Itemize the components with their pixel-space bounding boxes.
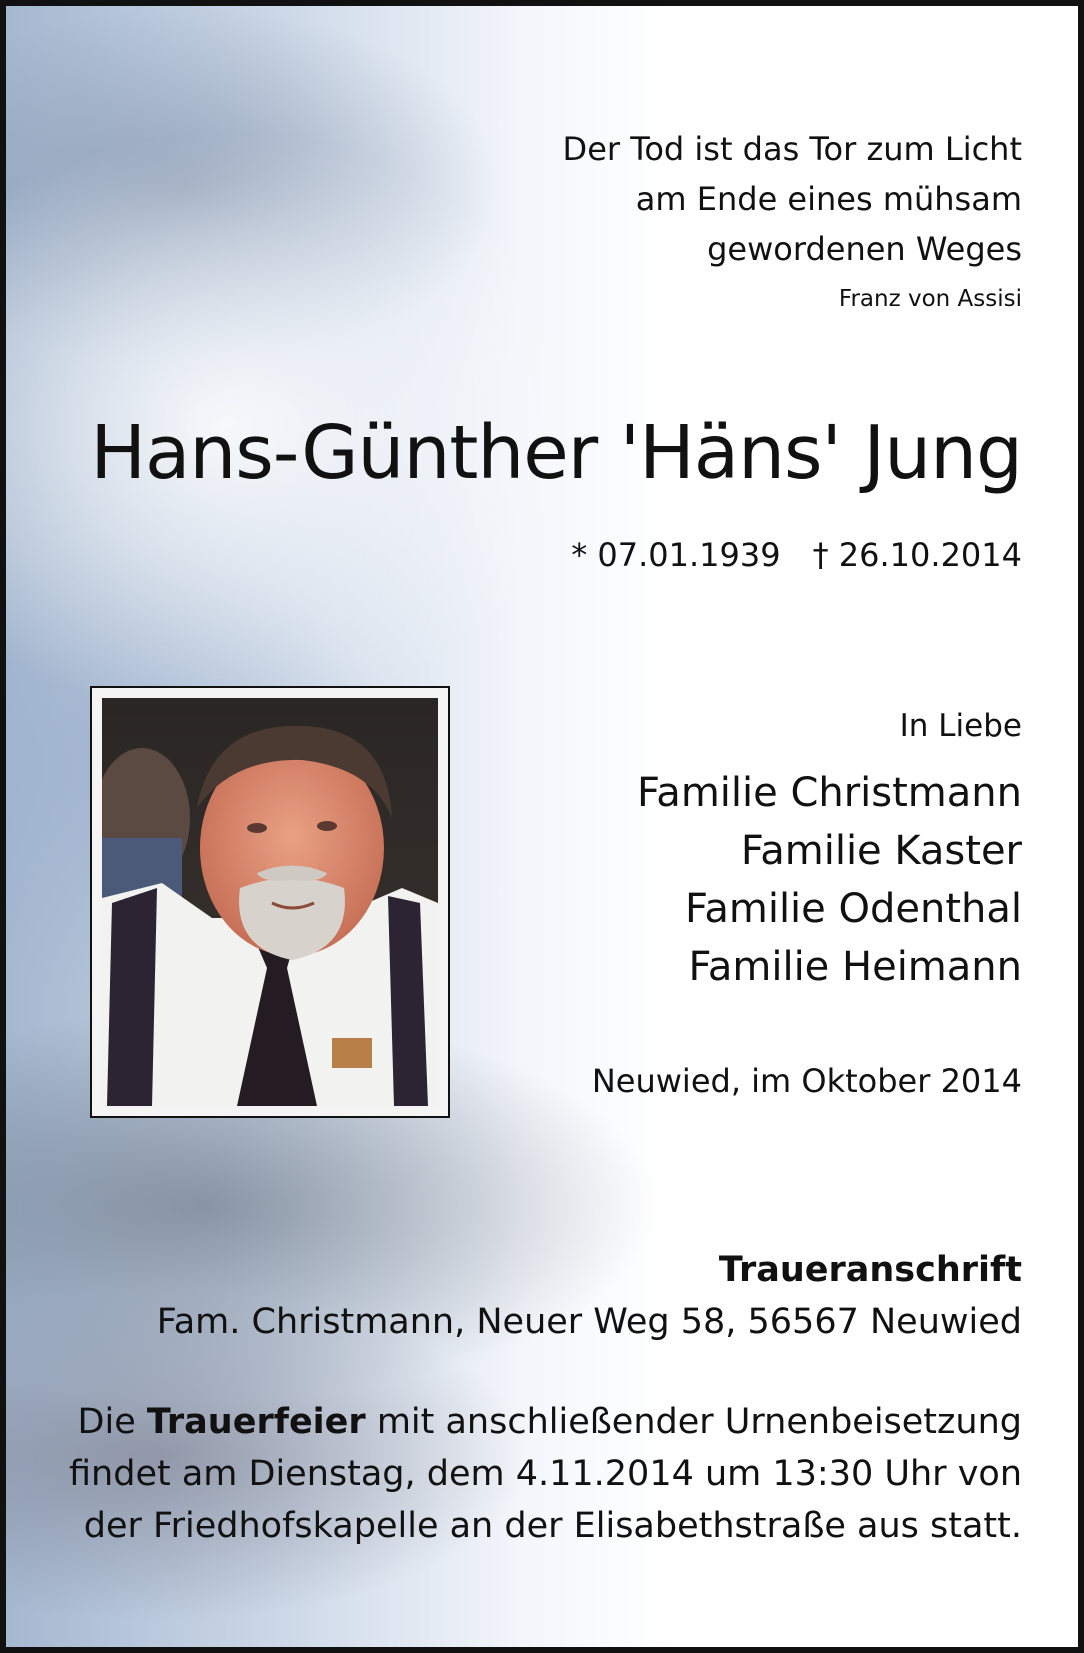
family-item: Familie Christmann <box>636 770 1022 816</box>
portrait-frame <box>90 686 450 1118</box>
ceremony-part-1: Die <box>77 1402 147 1442</box>
ceremony-line-2: findet am Dienstag, dem 4.11.2014 um 13:30 Uhr von <box>69 1454 1022 1494</box>
family-list <box>637 764 1022 996</box>
family-item: Familie Kaster <box>740 828 1022 874</box>
address-text: Fam. Christmann, Neuer Weg 58, 56567 Neuwied <box>156 1302 1022 1342</box>
quote-line-3: gewordenen Weges <box>707 230 1022 268</box>
deceased-name: Hans-Günther 'Häns' Jung <box>90 410 1022 496</box>
ceremony-line-3: der Friedhofskapelle an der Elisabethstraße aus statt. <box>83 1506 1022 1546</box>
ceremony-line-1 <box>69 1396 1022 1448</box>
birth-date: * 07.01.1939 <box>571 536 781 574</box>
ceremony-keyword: Trauerfeier <box>146 1402 366 1442</box>
quote-author: Franz von Assisi <box>838 286 1022 312</box>
place-date: Neuwied, im Oktober 2014 <box>591 1062 1022 1100</box>
family-item: Familie Heimann <box>688 944 1022 990</box>
ceremony-part-2: mit anschließender Urnenbeisetzung <box>365 1402 1022 1442</box>
address-label: Traueranschrift <box>718 1250 1022 1290</box>
quote-line-2: am Ende eines mühsam <box>635 180 1022 218</box>
portrait-photo <box>102 698 438 1106</box>
life-dates <box>571 536 1022 574</box>
quote-line-1: Der Tod ist das Tor zum Licht <box>562 130 1022 168</box>
quote <box>563 124 1022 274</box>
love-intro: In Liebe <box>899 708 1022 744</box>
family-item: Familie Odenthal <box>685 886 1022 932</box>
death-date: † 26.10.2014 <box>812 536 1022 574</box>
ceremony-info <box>69 1396 1022 1552</box>
